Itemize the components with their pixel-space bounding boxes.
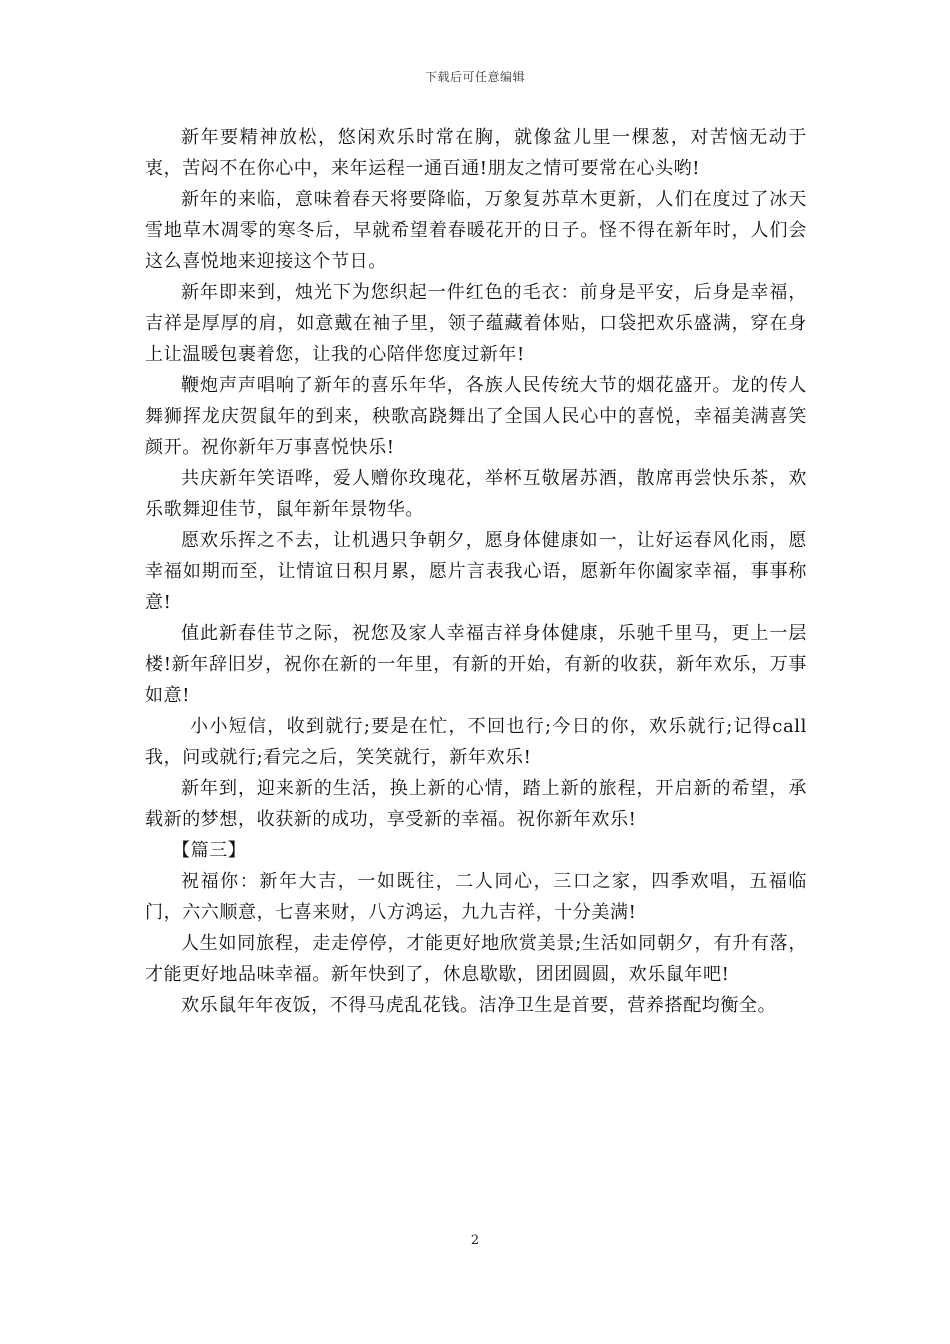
paragraph: 值此新春佳节之际，祝您及家人幸福吉祥身体健康，乐驰千里马，更上一层楼!新年辞旧岁，祝你在新的一年里，有新的开始，有新的收获，新年欢乐，万事如意! — [145, 623, 807, 706]
paragraph: 愿欢乐挥之不去，让机遇只争朝夕，愿身体健康如一，让好运春风化雨，愿幸福如期而至，让情谊日积月累，愿片言表我心语，愿新年你阖家幸福，事事称意! — [145, 530, 807, 613]
paragraph: 新年的来临，意味着春天将要降临，万象复苏草木更新，人们在度过了冰天雪地草木凋零的寒冬后，早就希望着春暖花开的日子。怪不得在新年时，人们会这么喜悦地来迎接这个节日。 — [145, 189, 807, 272]
paragraph: 新年要精神放松，悠闲欢乐时常在胸，就像盆儿里一棵葱，对苦恼无动于衷，苦闷不在你心中，来年运程一通百通!朋友之情可要常在心头哟! — [145, 127, 807, 179]
paragraph: 人生如同旅程，走走停停，才能更好地欣赏美景;生活如同朝夕，有升有落，才能更好地品味幸福。新年快到了，休息歇歇，团团圆圆，欢乐鼠年吧! — [145, 933, 807, 985]
paragraph: 祝福你：新年大吉，一如既往，二人同心，三口之家，四季欢唱，五福临门，六六顺意，七喜来财，八方鸿运，九九吉祥，十分美满! — [145, 871, 807, 923]
page-header: 下载后可任意编辑 — [424, 70, 525, 84]
page-number: 2 — [470, 1233, 480, 1248]
paragraph: 小小短信，收到就行;要是在忙，不回也行;今日的你，欢乐就行;记得call我，问或就行;看完之后，笑笑就行，新年欢乐! — [145, 716, 807, 768]
paragraph: 共庆新年笑语哗，爱人赠你玫瑰花，举杯互敬屠苏酒，散席再尝快乐茶，欢乐歌舞迎佳节，鼠年新年景物华。 — [145, 468, 807, 520]
paragraph: 鞭炮声声唱响了新年的喜乐年华，各族人民传统大节的烟花盛开。龙的传人舞狮挥龙庆贺鼠年的到来，秧歌高跷舞出了全国人民心中的喜悦，幸福美满喜笑颜开。祝你新年万事喜悦快乐! — [145, 375, 807, 458]
section-heading: 【篇三】 — [172, 840, 247, 861]
paragraph: 新年即来到，烛光下为您织起一件红色的毛衣：前身是平安，后身是幸福，吉祥是厚厚的肩，如意戴在袖子里，领子蕴藏着体贴，口袋把欢乐盛满，穿在身上让温暖包裹着您，让我的心陪伴您度过新年! — [145, 282, 807, 365]
paragraph: 新年到，迎来新的生活，换上新的心情，踏上新的旅程，开启新的希望，承载新的梦想，收获新的成功，享受新的幸福。祝你新年欢乐! — [145, 778, 807, 830]
paragraph: 欢乐鼠年年夜饭，不得马虎乱花钱。洁净卫生是首要，营养搭配均衡全。 — [181, 995, 777, 1016]
document-body — [145, 122, 807, 1021]
